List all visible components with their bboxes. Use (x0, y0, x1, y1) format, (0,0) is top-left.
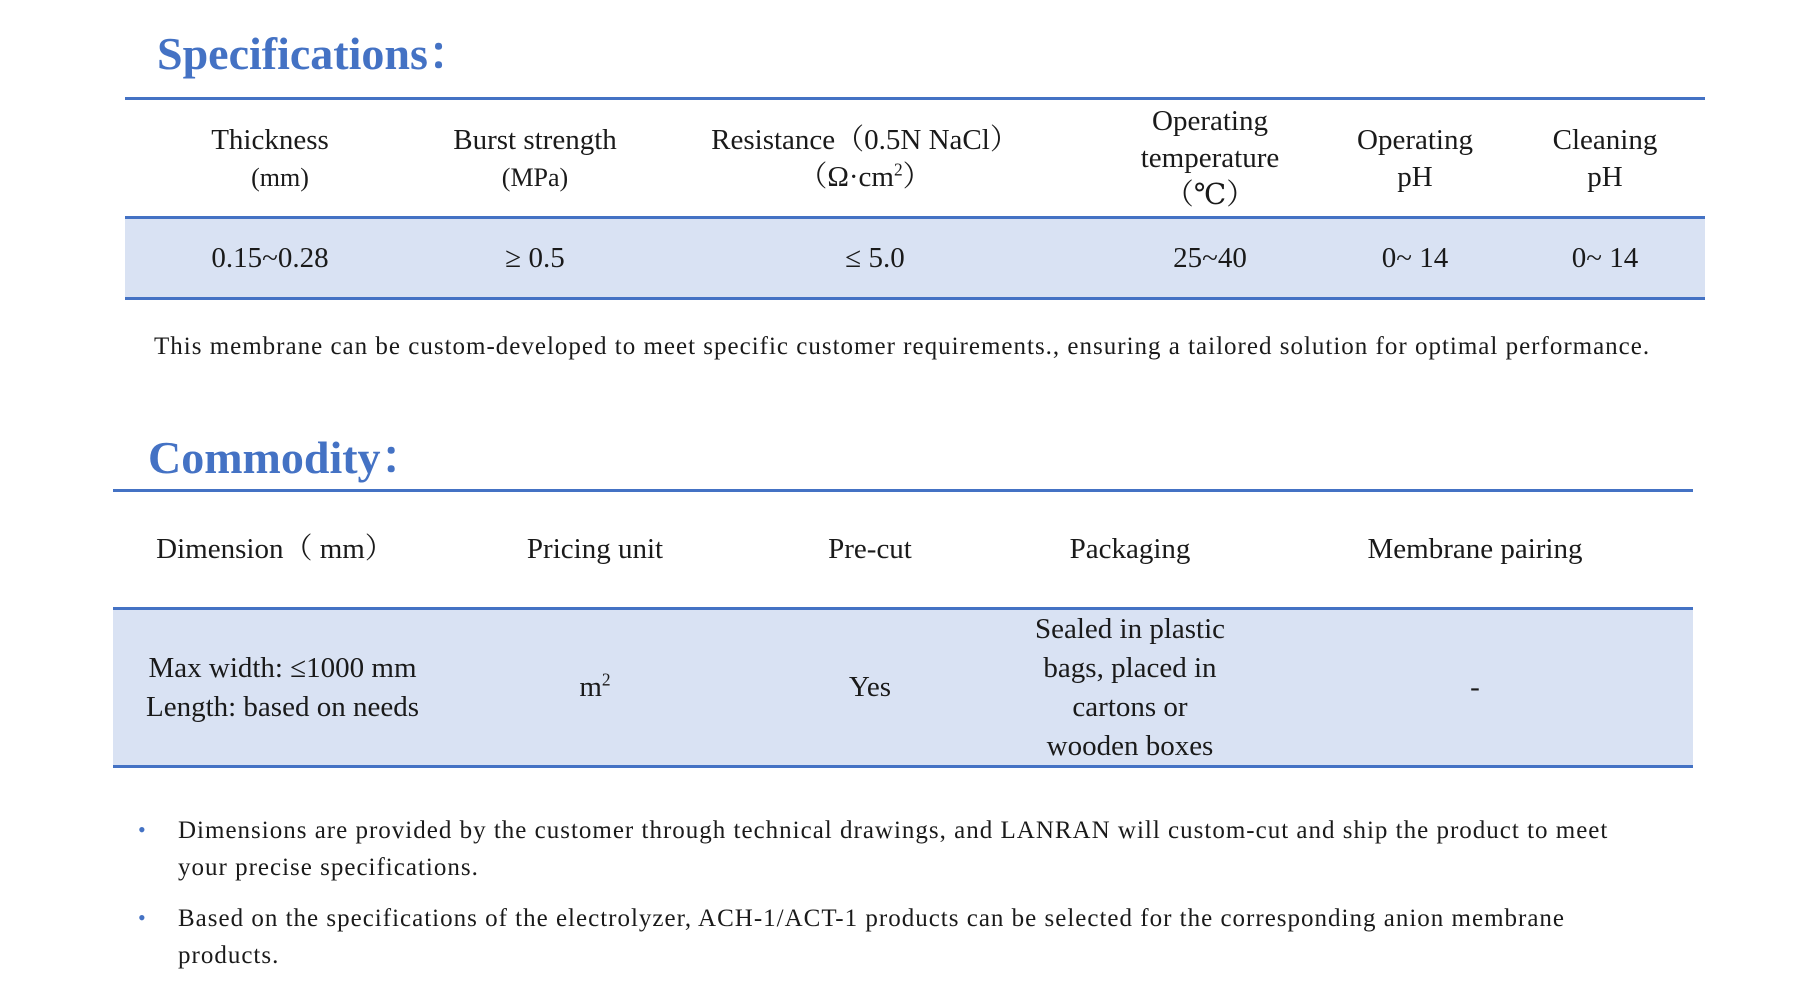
spec-value-operating-temperature: 25~40 (1173, 241, 1247, 274)
commodity-table-bottom-rule (113, 765, 1693, 768)
commodity-value-membrane-pairing: - (1470, 671, 1480, 703)
bullet-item-dimensions: Dimensions are provided by the customer through technical drawings, and LANRAN will custom-cut and ship the product to meet your precise specifications. (178, 817, 1609, 881)
commodity-header-precut: Pre-cut (828, 533, 912, 565)
bullet-dot-icon: • (138, 905, 146, 930)
spec-value-resistance: ≤ 5.0 (845, 241, 905, 274)
commodity-heading: Commodity： (148, 432, 427, 483)
commodity-header-dimension: Dimension（ mm） (156, 533, 394, 565)
spec-header-burst-strength: Burst strength (MPa) (453, 123, 617, 192)
spec-value-burst-strength: ≥ 0.5 (505, 241, 565, 274)
spec-value-thickness: 0.15~0.28 (211, 241, 329, 274)
spec-header-cleaning-ph: Cleaning pH (1552, 123, 1658, 193)
commodity-header-membrane-pairing: Membrane pairing (1367, 533, 1583, 565)
spec-header-thickness: Thickness (mm) (211, 123, 329, 192)
commodity-value-precut: Yes (848, 671, 892, 703)
spec-value-cleaning-ph: 0~ 14 (1571, 241, 1639, 274)
commodity-header-packaging: Packaging (1069, 533, 1191, 565)
commodity-value-pricing-unit: $m^2$ (579, 669, 611, 703)
commodity-value-dimension: Max width: ≤1000 mm Length: based on needs (145, 651, 419, 723)
commodity-value-packaging: Sealed in plastic bags, placed in cartons or wooden boxes (1034, 612, 1226, 762)
bullet-item-electrolyzer: Based on the specifications of the electrolyzer, ACH-1/ACT-1 products can be selected for the corresponding anion membrane products. (178, 905, 1566, 969)
specifications-heading: Specifications： (157, 28, 474, 79)
spec-custom-note: This membrane can be custom-developed to meet specific customer requirements., ensuring a tailored solution for optimal performance. (154, 333, 1651, 360)
spec-header-resistance: Resistance（0.5N NaCl） $(\Omega\cdot cm^2)$ (711, 123, 1019, 193)
spec-value-operating-ph: 0~ 14 (1381, 241, 1449, 274)
spec-header-operating-temperature: Operating temperature （℃） (1140, 105, 1280, 211)
bullet-dot-icon: • (138, 817, 146, 842)
spec-header-operating-ph: Operating pH (1357, 123, 1473, 193)
commodity-header-pricing-unit: Pricing unit (526, 533, 664, 565)
spec-table-bottom-rule (125, 297, 1705, 300)
